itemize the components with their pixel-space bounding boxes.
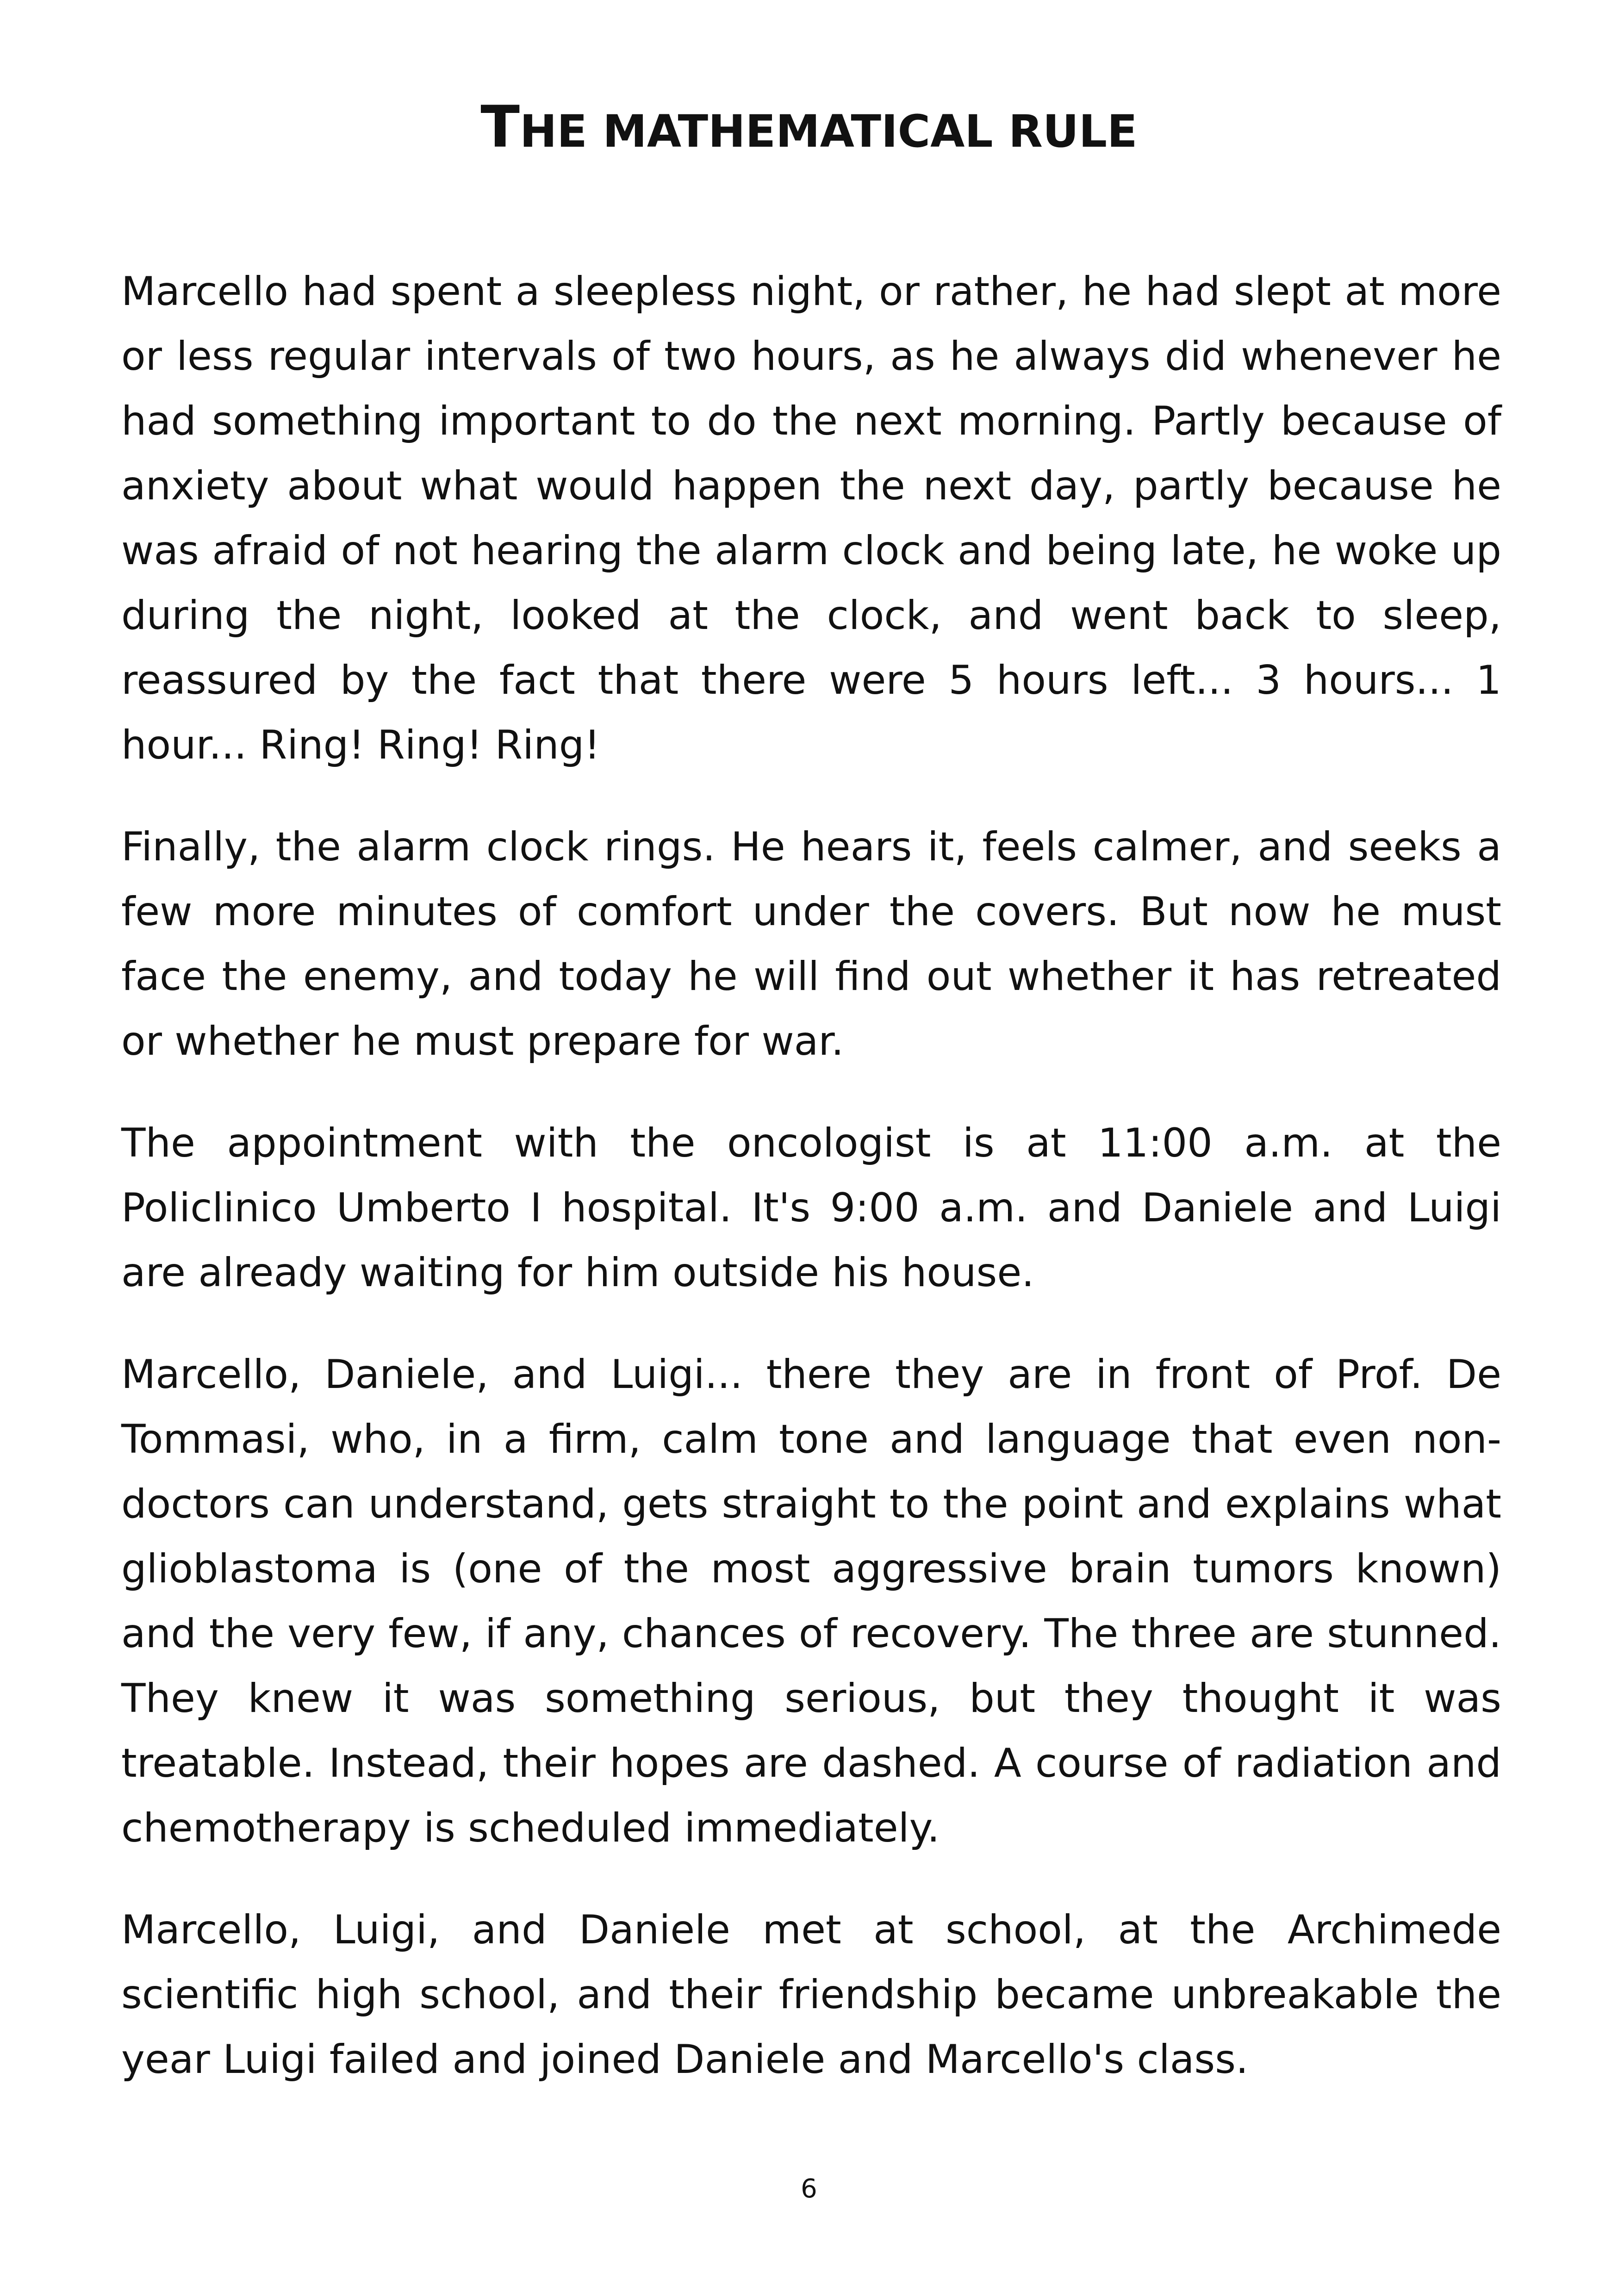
paragraph-2: Finally, the alarm clock rings. He hears it, feels calmer, and seeks a few more minutes of comfort under the covers. But now he must face the enemy, and today he will find out whether it has retreated or whether he must prepare for war. [121, 824, 1501, 1064]
chapter-title-initial: T [480, 94, 520, 161]
chapter-title-rest: HE MATHEMATICAL RULE [519, 106, 1138, 157]
chapter-title [0, 94, 1618, 161]
page-number: 6 [801, 2174, 817, 2204]
paragraph-4: Marcello, Daniele, and Luigi... there they are in front of Prof. De Tommasi, who, in a firm, calm tone and language that even non-doctors can understand, gets straight to the point and explains what glioblastoma is (one of the most aggressive brain tumors known) and the very few, if any, chances of recovery. The three are stunned. They knew it was something serious, but they thought it was treatable. Instead, their hopes are dashed. A course of radiation and chemotherapy is scheduled immediately. [121, 1351, 1501, 1851]
paragraph-3: The appointment with the oncologist is at 11:00 a.m. at the Policlinico Umberto I hospital. It's 9:00 a.m. and Daniele and Luigi are already waiting for him outside his house. [121, 1120, 1501, 1296]
paragraph-1: Marcello had spent a sleepless night, or rather, he had slept at more or less regular intervals of two hours, as he always did whenever he had something important to do the next morning. Partly because of anxiety about what would happen the next day, partly because he was afraid of not hearing the alarm clock and being late, he woke up during the night, looked at the clock, and went back to sleep, reassured by the fact that there were 5 hours left... 3 hours... 1 hour... Ring! Ring! Ring! [121, 268, 1501, 768]
paragraph-5: Marcello, Luigi, and Daniele met at school, at the Archimede scientific high school, and their friendship became unbreakable the year Luigi failed and joined Daniele and Marcello's class. [121, 1907, 1501, 2083]
chapter-body [121, 259, 1501, 2129]
